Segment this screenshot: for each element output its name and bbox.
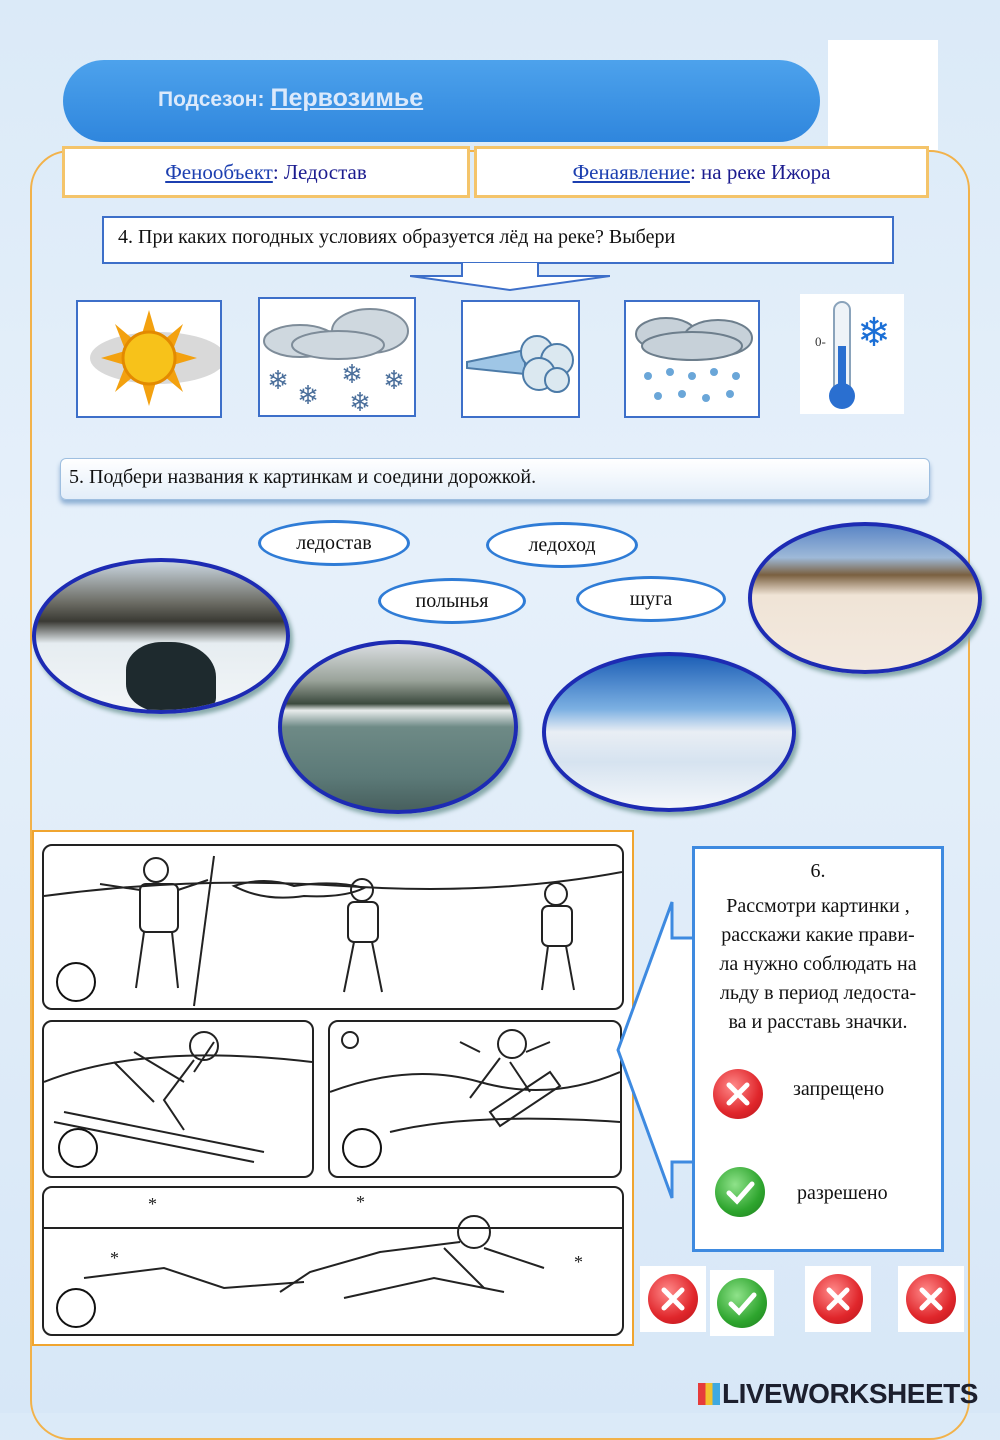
svg-text:*: *: [148, 1194, 157, 1214]
panel-sledding: [328, 1020, 622, 1178]
forbidden-label: запрещено: [793, 1078, 885, 1100]
answer-circle-3[interactable]: [342, 1128, 382, 1168]
blank-box: [828, 40, 938, 150]
task6-line-4: льду в период ледоста-: [719, 982, 917, 1004]
photo-ledokhod[interactable]: [542, 652, 796, 812]
draggable-forbidden-1[interactable]: [640, 1266, 706, 1332]
svg-text:❄: ❄: [297, 381, 319, 410]
phenomenon-box: [474, 146, 929, 198]
draggable-allowed-1[interactable]: [710, 1270, 774, 1336]
allowed-icon: [715, 1167, 765, 1217]
svg-text:❄: ❄: [341, 360, 363, 389]
svg-text:*: *: [110, 1248, 119, 1268]
phenoobject-label: Фенообъект: [165, 159, 273, 184]
thermometer-zero-label: 0-: [815, 334, 826, 349]
watermark-text: LIVEWORKSHEETS: [722, 1378, 978, 1409]
forbidden-icon: [713, 1069, 763, 1119]
draggable-forbidden-2[interactable]: [805, 1266, 871, 1332]
left-arrow-icon: [616, 900, 696, 1200]
rain-cloud-icon[interactable]: [624, 300, 760, 418]
word-ledokhod[interactable]: ледоход: [486, 522, 638, 568]
phenoobject-box: [62, 146, 470, 198]
word-polynya[interactable]: полынья: [378, 578, 526, 624]
logo-mark-icon: [698, 1383, 720, 1405]
svg-text:❄: ❄: [857, 310, 891, 355]
answer-circle-1[interactable]: [56, 962, 96, 1002]
snow-cloud-icon[interactable]: [258, 297, 416, 417]
svg-text:❄: ❄: [349, 388, 371, 415]
panel-crawling-on-ice: [42, 1186, 624, 1336]
subseason-label: Подсезон:: [158, 88, 265, 111]
word-shuga[interactable]: шуга: [576, 576, 726, 622]
wind-icon[interactable]: [461, 300, 580, 418]
task6-line-5: ва и расставь значки.: [728, 1011, 908, 1033]
allowed-label: разрешено: [797, 1182, 888, 1204]
word-ledostav[interactable]: ледостав: [258, 520, 410, 566]
sun-icon[interactable]: [76, 300, 222, 418]
phenomenon-value: : на реке Ижора: [689, 159, 831, 184]
draggable-forbidden-3[interactable]: [898, 1266, 964, 1332]
svg-text:*: *: [574, 1252, 583, 1272]
photo-shuga[interactable]: [278, 640, 518, 814]
svg-text:❄: ❄: [383, 366, 405, 395]
thermometer-snowflake-icon[interactable]: [800, 294, 904, 414]
safety-pictures: [32, 830, 634, 1346]
photo-polynya[interactable]: [32, 558, 290, 714]
answer-circle-4[interactable]: [56, 1288, 96, 1328]
subseason-banner: [63, 60, 820, 142]
task6-line-1: Рассмотри картинки ,: [726, 895, 910, 917]
task6-line-2: расскажи какие прави-: [721, 924, 915, 946]
phenoobject-value: : Ледостав: [272, 159, 367, 184]
task6-box: [692, 846, 944, 1252]
answer-circle-2[interactable]: [58, 1128, 98, 1168]
subseason-value: Первозимье: [270, 84, 424, 112]
liveworksheets-logo: [698, 1378, 978, 1410]
svg-text:❄: ❄: [267, 366, 289, 395]
photo-ledostav[interactable]: [748, 522, 982, 674]
task5-question: 5. Подбери названия к картинкам и соедини дорожкой.: [60, 458, 930, 500]
open-water-patch: [126, 642, 216, 712]
task6-number: 6.: [810, 860, 826, 882]
panel-skiing: [42, 1020, 314, 1178]
panel-walking-on-ice: [42, 844, 624, 1010]
task6-line-3: ла нужно соблюдать на: [719, 953, 917, 975]
task4-question: 4. При каких погодных условиях образуется лёд на реке? Выбери: [102, 216, 894, 264]
svg-text:*: *: [356, 1192, 365, 1212]
phenomenon-label: Фенаявление: [572, 159, 690, 184]
down-arrow-icon: [410, 262, 610, 292]
